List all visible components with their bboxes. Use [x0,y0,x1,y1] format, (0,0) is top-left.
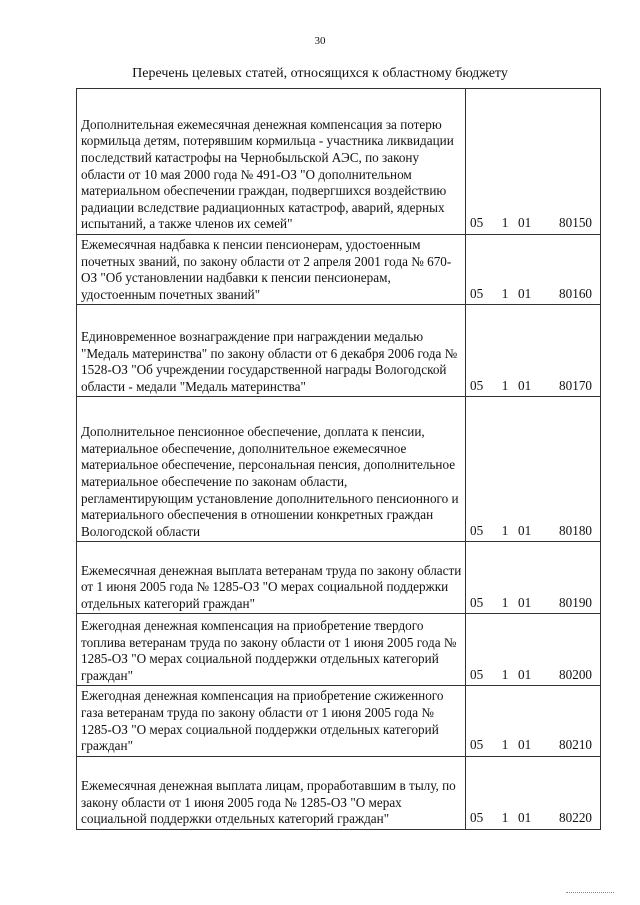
section-code: 05 [470,215,484,231]
table-row [77,686,601,756]
row-description: Дополнительное пенсионное обеспечение, доплата к пенсии, материальное обеспечение, дополнительное ежемесячное материальное обеспечение, персональная пенсия, дополнительное материальное обеспечение по законам области, регламентирующим установление дополнительного пенсионного и материального обеспечения в отношении конкретных граждан Вологодской области [77,397,466,542]
section-code: 05 [470,285,484,301]
row-description: Ежегодная денежная компенсация на приобретение твердого топлива ветеранам труда по закону области от 1 июня 2005 года № 1285-ОЗ "О мерах социальной поддержки отдельных категорий граждан" [77,614,466,686]
sub-code: 01 [518,810,532,826]
table-row [77,614,601,686]
sub-code: 01 [518,377,532,393]
table-row [77,756,601,829]
table-row [77,542,601,614]
sub-code: 01 [518,215,532,231]
target-code: 80170 [559,377,592,393]
table-row [77,235,601,305]
group-code: 1 [501,377,509,393]
table-row [77,397,601,542]
row-description: Ежегодная денежная компенсация на приобретение сжиженного газа ветеранам труда по закону области от 1 июня 2005 года № 1285-ОЗ "О мерах социальной поддержки отдельных категорий граждан" [77,686,466,756]
row-codes [466,686,601,756]
target-code: 80190 [559,594,592,610]
table-row [77,305,601,397]
target-code: 80180 [559,522,592,538]
table-row [77,89,601,235]
group-code: 1 [501,215,509,231]
section-code: 05 [470,377,484,393]
row-description: Ежемесячная надбавка к пенсии пенсионерам, удостоенным почетных званий, по закону области от 2 апреля 2001 года № 670-ОЗ "Об установлении надбавки к пенсии пенсионерам, удостоенным почетных званий" [77,235,466,305]
row-description: Дополнительная ежемесячная денежная компенсация за потерю кормильца детям, потерявшим кормильца - участника ликвидации последствий катастрофы на Чернобыльской АЭС, по закону области от 10 мая 2000 года № 491-ОЗ "О дополнительном материальном обеспечении граждан, подвергшихся воздействию радиации вследствие радиационных катастроф, аварий, ядерных испытаний, а также членов их семей" [77,89,466,235]
group-code: 1 [501,594,509,610]
row-codes [466,614,601,686]
sub-code: 01 [518,285,532,301]
group-code: 1 [501,522,509,538]
section-code: 05 [470,810,484,826]
sub-code: 01 [518,594,532,610]
sub-code: 01 [518,737,532,753]
group-code: 1 [501,737,509,753]
page-number: 30 [314,35,326,47]
group-code: 1 [501,810,509,826]
target-code: 80150 [559,215,592,231]
row-description: Ежемесячная денежная выплата лицам, проработавшим в тылу, по закону области от 1 июня 2005 года № 1285-ОЗ "О мерах социальной поддержки отдельных категорий граждан" [77,756,466,829]
row-description: Единовременное вознаграждение при награждении медалью "Медаль материнства" по закону области от 6 декабря 2006 года № 1528-ОЗ "Об учреждении государственной награды Вологодской области - медали "Медаль материнства" [77,305,466,397]
target-code: 80200 [559,666,592,682]
target-code: 80160 [559,285,592,301]
section-code: 05 [470,666,484,682]
row-codes [466,542,601,614]
row-codes [466,89,601,235]
group-code: 1 [501,666,509,682]
row-codes [466,235,601,305]
target-articles-table [76,88,601,830]
target-code: 80210 [559,737,592,753]
page-title: Перечень целевых статей, относящихся к областному бюджету [132,66,508,81]
row-codes [466,756,601,829]
sub-code: 01 [518,666,532,682]
target-code: 80220 [559,810,592,826]
section-code: 05 [470,522,484,538]
footer-dotted-line [566,892,614,893]
row-codes [466,397,601,542]
row-description: Ежемесячная денежная выплата ветеранам труда по закону области от 1 июня 2005 года № 1285-ОЗ "О мерах социальной поддержки отдельных категорий граждан" [77,542,466,614]
row-codes [466,305,601,397]
section-code: 05 [470,737,484,753]
group-code: 1 [501,285,509,301]
sub-code: 01 [518,522,532,538]
section-code: 05 [470,594,484,610]
